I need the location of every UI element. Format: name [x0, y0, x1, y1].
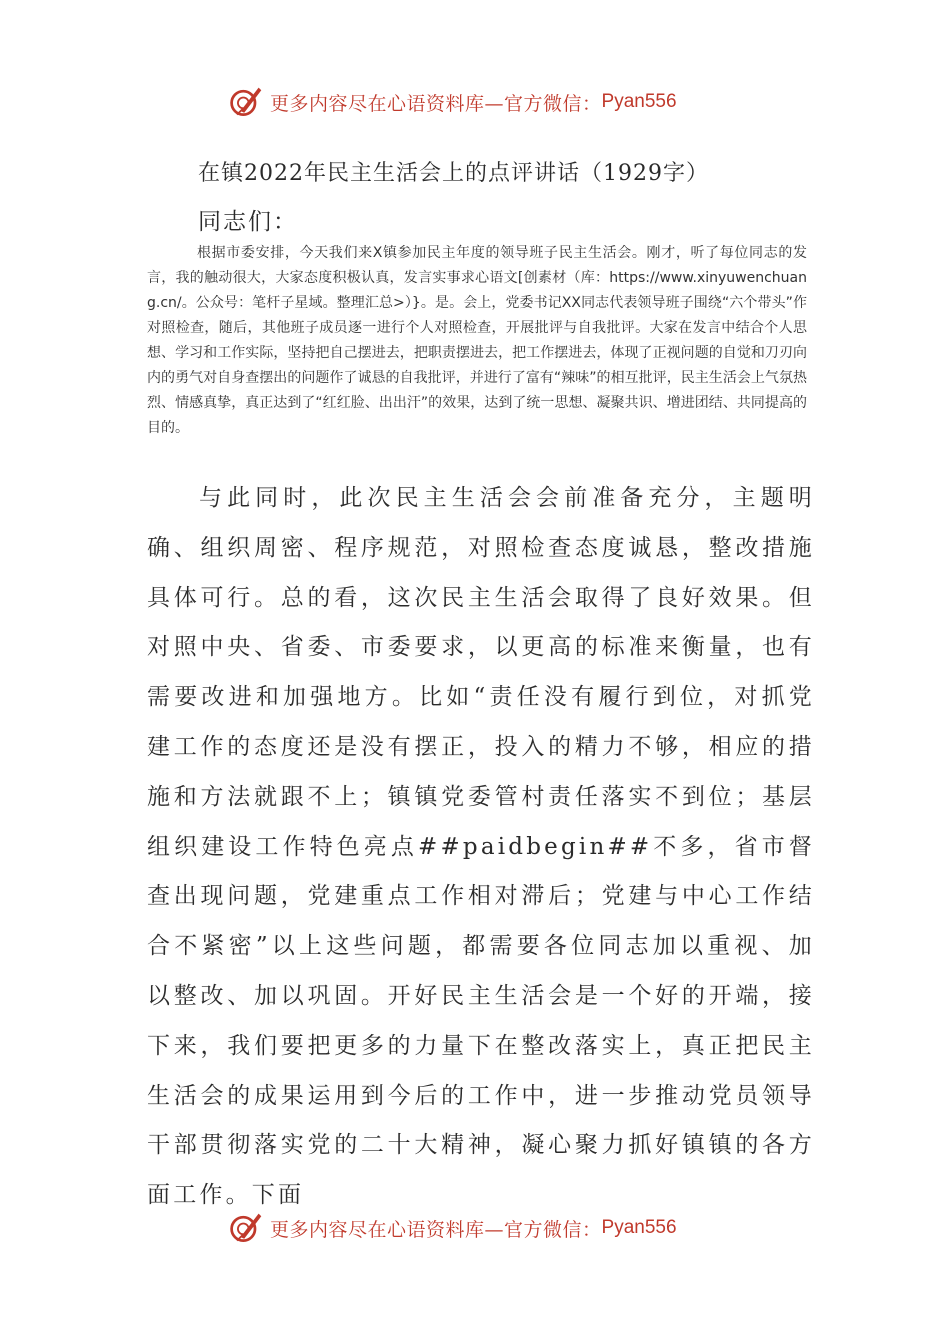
paragraph-intro: 根据市委安排，今天我们来X镇参加民主年度的领导班子民主生活会。刚才，听了每位同志的发言，我的触动很大，大家态度积极认真，发言实事求心语文[创素材（库：https://www.xinyuwenchuang.cn/。公众号：笔杆子星域。整理汇总>）}。是。会上，党委书记XX同志代表领导班子围绕“六个带头”作对照检查，随后，其他班子成员逐一进行个人对照检查，开展批评与自我批评。大家在发言中结合个人思想、学习和工作实际，坚持把自己摆进去，把职责摆进去，把工作摆进去，体现了正视问题的自觉和刀刃向内的勇气对自身查摆出的问题作了诚恳的自我批评，并进行了富有“辣味”的相互批评，民主生活会上气氛热烈、情感真挚，真正达到了“红红脸、出出汗”的效果，达到了统一思想、凝聚共识、增进团结、共同提高的目的。: [147, 245, 807, 436]
quill-logo-icon: [228, 84, 264, 120]
footer-banner: [228, 1208, 748, 1248]
banner-text: 更多内容尽在心语资料库—官方微信：: [270, 1218, 602, 1241]
header-banner: [228, 82, 748, 122]
banner-text: 更多内容尽在心语资料库—官方微信：: [270, 92, 602, 115]
banner-wechat-id: Pyan556: [601, 91, 677, 112]
salutation: 同志们：: [198, 209, 298, 235]
document-title: 在镇2022年民主生活会上的点评讲话（1929字）: [198, 161, 709, 186]
banner-wechat-id: Pyan556: [601, 1217, 677, 1238]
paragraph-body: 与此同时，此次民主生活会会前准备充分，主题明确、组织周密、程序规范，对照检查态度诚恳，整改措施具体可行。总的看，这次民主生活会取得了良好效果。但对照中央、省委、市委要求，以更高的标准来衡量，也有需要改进和加强地方。比如“责任没有履行到位，对抓党建工作的态度还是没有摆正，投入的精力不够，相应的措施和方法就跟不上；镇镇党委管村责任落实不到位；基层组织建设工作特色亮点##paidbegin##不多，省市督查出现问题，党建重点工作相对滞后；党建与中心工作结合不紧密”以上这些问题，都需要各位同志加以重视、加以整改、加以巩固。开好民主生活会是一个好的开端，接下来，我们要把更多的力量下在整改落实上，真正把民主生活会的成果运用到今后的工作中，进一步推动党员领导干部贯彻落实党的二十大精神，凝心聚力抓好镇镇的各方面工作。下面: [147, 485, 815, 1209]
quill-logo-icon: [228, 1210, 264, 1246]
